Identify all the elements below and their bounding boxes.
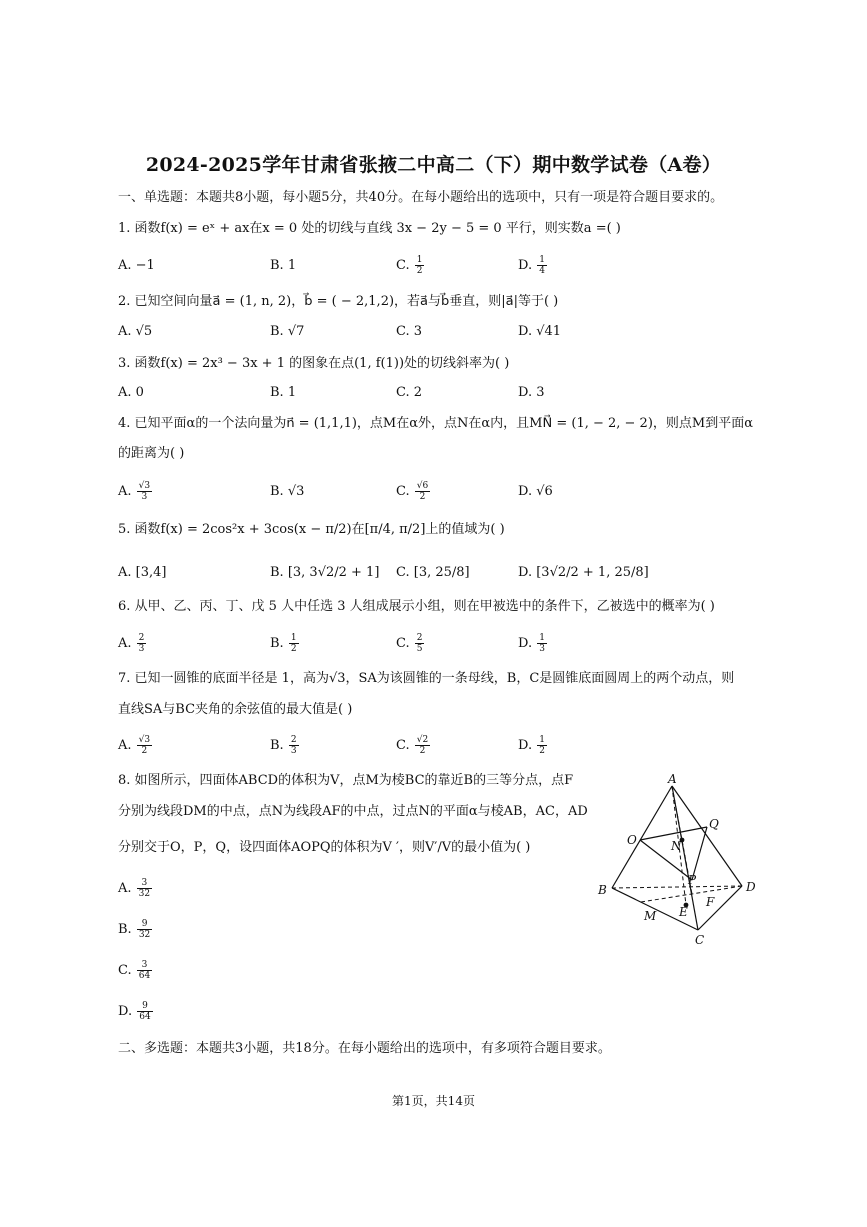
q7-option-d: D. $\frac{1}{2}$ [518,735,545,756]
q4-option-c: C. $\frac{√6}{2}$ [396,481,429,502]
q2-option-c: C. 3 [396,324,423,339]
question-5-options [118,561,678,585]
question-4-options [118,480,678,504]
q5-option-b: B. [3, 3√2/2 + 1] [270,565,380,580]
q4-option-d: D. √6 [518,484,553,499]
question-6-stem: 6. 从甲、乙、丙、丁、戊 5 人中任选 3 人组成展示小组，则在甲被选中的条件下，乙被选中的概率为( ) [118,599,715,614]
q7-option-a: A. $\frac{√3}{2}$ [118,735,151,756]
label-a: A [668,772,677,786]
q8-option-b: B. $\frac{9}{32}$ [118,919,151,940]
label-b: B [598,883,607,897]
question-7-stem-line-2: 直线SA与BC夹角的余弦值的最大值是( ) [118,702,353,717]
q4-option-a: A. $\frac{√3}{3}$ [118,481,151,502]
q6-option-d: D. $\frac{1}{3}$ [518,633,545,654]
question-2-stem: 2. 已知空间向量a⃗ = (1, n, 2)，b⃗ = ( − 2,1,2)，若a⃗与b⃗垂直，则|a⃗|等于( ) [118,294,559,309]
page-footer: 第1页，共14页 [392,1094,475,1108]
label-m: M [644,909,657,923]
label-c: C [695,933,705,947]
q3-option-c: C. 2 [396,385,423,400]
question-1-options [118,254,678,278]
q1-option-d: D. $\frac{1}{4}$ [518,255,545,276]
label-o: O [627,833,637,847]
question-7-options [118,734,678,758]
q5-option-d: D. [3√2/2 + 1, 25/8] [518,565,649,580]
tetrahedron-figure [592,772,764,950]
question-2-options [118,320,678,344]
question-4-stem-line-1: 4. 已知平面α的一个法向量为n⃗ = (1,1,1)，点M在α外，点N在α内，且MN⃗ = (1, − 2, − 2)，则点M到平面α [118,416,753,431]
q4-option-b: B. √3 [270,484,305,499]
question-4-stem-line-2: 的距离为( ) [118,446,185,461]
question-6-options [118,632,678,656]
question-8-stem-line-2: 分别为线段DM的中点，点N为线段AF的中点，过点N的平面α与棱AB，AC，AD [118,804,588,819]
q3-option-d: D. 3 [518,385,545,400]
question-3-stem: 3. 函数f(x) = 2x³ − 3x + 1 的图象在点(1, f(1))处的切线斜率为( ) [118,356,510,371]
q1-option-a: A. −1 [118,258,155,273]
q1-option-b: B. 1 [270,258,297,273]
exam-title: 2024-2025学年甘肃省张掖二中高二（下）期中数学试卷（A卷） [145,154,722,176]
question-1-stem: 1. 函数f(x) = eˣ + ax在x = 0 处的切线与直线 3x − 2y − 5 = 0 平行，则实数a =( ) [118,221,621,236]
q5-option-c: C. [3, 25/8] [396,565,470,580]
q6-option-c: C. $\frac{2}{5}$ [396,633,423,654]
question-3-options [118,381,678,405]
q2-option-d: D. √41 [518,324,562,339]
q7-option-b: B. $\frac{2}{3}$ [270,735,297,756]
q3-option-b: B. 1 [270,385,297,400]
q8-option-c: C. $\frac{3}{64}$ [118,960,151,981]
label-p: P [688,873,697,887]
q6-option-a: A. $\frac{2}{3}$ [118,633,145,654]
label-f: F [706,895,715,909]
section-1-header: 一、单选题：本题共8小题，每小题5分，共40分。在每小题给出的选项中，只有一项是符合题目要求的。 [118,190,724,205]
line-md [641,886,742,902]
q1-option-c: C. $\frac{1}{2}$ [396,255,423,276]
question-8-stem-line-1: 8. 如图所示，四面体ABCD的体积为V，点M为棱BC的靠近B的三等分点，点F [118,773,574,788]
q7-option-c: C. $\frac{√2}{2}$ [396,735,429,756]
label-n: N [671,839,682,853]
q6-option-b: B. $\frac{1}{2}$ [270,633,297,654]
label-e: E [679,905,688,919]
figure-solid-edges [612,786,742,930]
question-5-stem: 5. 函数f(x) = 2cos²x + 3cos(x − π/2)在[π/4, π/2]上的值域为( ) [118,522,505,537]
q2-option-b: B. √7 [270,324,305,339]
q2-option-a: A. √5 [118,324,153,339]
edge-bd [612,886,742,888]
edge-cd [698,886,742,930]
q5-option-a: A. [3,4] [118,565,167,580]
label-q: Q [709,817,719,831]
edge-ab [612,786,672,888]
section-2-header: 二、多选题：本题共3小题，共18分。在每小题给出的选项中，有多项符合题目要求。 [118,1041,611,1056]
question-7-stem-line-1: 7. 已知一圆锥的底面半径是 1，高为√3，SA为该圆锥的一条母线，B，C是圆锥底面圆周上的两个动点，则 [118,671,735,686]
edge-op [640,840,692,880]
question-8-stem-line-3: 分别交于O，P，Q，设四面体AOPQ的体积为V ′，则V′/V的最小值为( ) [118,840,531,855]
q8-option-a: A. $\frac{3}{32}$ [118,878,151,899]
q3-option-a: A. 0 [118,385,144,400]
label-d: D [746,880,756,894]
q8-option-d: D. $\frac{9}{64}$ [118,1001,151,1022]
